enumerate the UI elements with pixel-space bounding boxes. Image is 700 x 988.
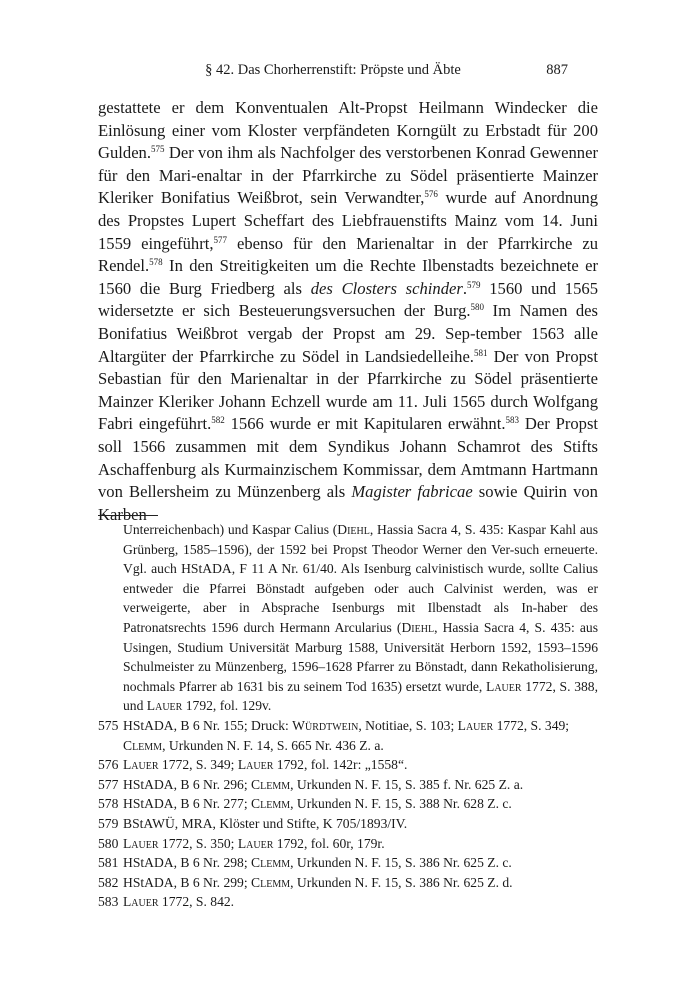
text-run: In den Streitigkeiten um die Rechte Ilbenstadts bezeichnete er 1560 die Burg Friedberg als xyxy=(98,256,598,298)
text-run: sowie Quirin von Karben xyxy=(98,482,598,524)
text-run: 1772, S. 842. xyxy=(158,894,235,910)
text-run: HStADA, B 6 Nr. 155; Druck: xyxy=(123,717,293,733)
text-run: wurde auf Anordnung des Propstes Lupert Scheffart des Liebfrauenstifts Mainz vom 14. Juni 1559 eingeführt, xyxy=(98,188,599,253)
running-head-title: § 42. Das Chorherrenstift: Pröpste und Äbte xyxy=(205,62,461,78)
text-run: , Hassia Sacra 4, S. 435: Kaspar Kahl aus Grünberg, 1585–1596), der 1592 bei Propst Theodor Werner den Ver-such erneuerte. Vgl. auch HStADA, F 11 A Nr. 61/40. Als Isenburg calvinistisch wurde, sollte Calius entweder die Pfarrei Bönstadt aufgeben oder auch Calvinist werden, was er verweigerte, aber in Absprache Isenburgs mit Ilbenstadt als In-haber des Patronatsrechts 1596 durch Hermann Arcularius ( xyxy=(123,522,598,635)
footnote-ref: 578 xyxy=(149,257,163,268)
footnote-583 xyxy=(98,892,598,912)
text-run: 1772, S. 349; xyxy=(158,757,238,773)
text-run: 1772, S. 349; xyxy=(493,717,570,733)
footnote-ref: 576 xyxy=(424,189,438,200)
author-name: Diehl xyxy=(401,619,435,635)
text-run: HStADA, B 6 Nr. 277; xyxy=(123,796,252,812)
text-run: BStAWÜ, MRA, Klöster und Stifte, K 705/1893/IV. xyxy=(123,815,408,831)
text-run: 1772, S. 350; xyxy=(158,835,238,851)
text-run: 1566 wurde er mit Kapitularen erwähnt. xyxy=(224,414,506,434)
footnote-ref: 583 xyxy=(505,415,519,426)
footnote-number: 583 xyxy=(98,894,119,910)
text-run: Der von Propst Sebastian für den Marienaltar in der Pfarrkirche zu Södel präsentierte Mainzer Kleriker Johann Echzell wurde am 11. Juli 1565 durch Wolfgang Fabri eingeführt. xyxy=(98,346,598,434)
author-name: Clemm xyxy=(251,874,291,890)
main-text xyxy=(98,97,598,526)
footnote-separator xyxy=(98,515,158,516)
text-run: 1772, S. 388, und xyxy=(123,678,598,714)
latin-term: Magister fabricae xyxy=(351,482,473,502)
footnote-ref: 575 xyxy=(151,144,165,155)
text-run: , Notitiae, S. 103; xyxy=(358,717,458,733)
quoted-term: des Closters schinder xyxy=(310,278,463,298)
main-paragraph xyxy=(98,97,598,526)
footnote-number: 578 xyxy=(98,796,119,812)
author-name: Diehl xyxy=(337,522,370,537)
footnotes xyxy=(98,520,598,912)
text-run: Unterreichenbach) und Kaspar Calius ( xyxy=(123,522,338,537)
text-run: Der von ihm als Nachfolger des verstorbenen Konrad Gewenner für den Mari-enaltar in der Pfarrkirche zu Södel präsentierte Mainzer Kleriker Bonifatius Weißbrot, sein Verwandter, xyxy=(98,143,598,208)
text-run: , Urkunden N. F. 15, S. 385 f. Nr. 625 Z. a. xyxy=(290,776,524,792)
text-run: , Urkunden N. F. 15, S. 386 Nr. 625 Z. c. xyxy=(290,855,512,871)
text-run: 1792, fol. 142r: „1558“. xyxy=(273,757,408,773)
author-name: Clemm xyxy=(251,776,291,792)
author-name: Lauer xyxy=(123,757,159,773)
footnote-number: 577 xyxy=(98,776,119,792)
text-run: , Hassia Sacra 4, S. 435: aus Usingen, Studium Universität Marburg 1588, Universität Herborn 1592, 1593–1596 Schulmeister zu Münzenberg, 1596–1628 Pfarrer zu Bönstadt, dann Rekatholisierung, nochmals Pfarrer ab 1631 bis zu seinem Tod 1635) ersetzt wurde, xyxy=(123,619,598,694)
footnote-number: 582 xyxy=(98,874,119,890)
text-run: 1792, fol. 60r, 179r. xyxy=(273,835,385,851)
footnote-number: 576 xyxy=(98,757,119,773)
footnote-578 xyxy=(98,794,598,814)
footnote-576 xyxy=(98,755,598,775)
text-run: . xyxy=(462,278,467,298)
footnote-ref: 581 xyxy=(473,347,488,358)
author-name: Würdtwein xyxy=(292,717,359,733)
text-run: , Urkunden N. F. 14, S. 665 Nr. 436 Z. a. xyxy=(162,737,384,753)
page-number: 887 xyxy=(546,62,568,78)
text-run: Im Namen des Bonifatius Weißbrot vergab der Propst am 29. Sep-tember 1563 alle Altargüter der Pfarrkirche zu Södel in Landsiedelleihe. xyxy=(98,301,598,366)
text-run: HStADA, B 6 Nr. 298; xyxy=(123,855,252,871)
text-run: 1792, fol. 129v. xyxy=(182,698,272,714)
footnote-575 xyxy=(98,716,598,755)
footnote-582 xyxy=(98,873,598,893)
footnote-579 xyxy=(98,814,598,834)
author-name: Lauer xyxy=(237,757,274,773)
text-run: gestattete er dem Konventualen Alt-Propst Heilmann Windecker die Einlösung einer vom Kloster verpfändeten Korngült zu Erbstadt für 200 Gulden. xyxy=(98,98,598,163)
footnote-ref: 580 xyxy=(470,302,485,313)
author-name: Lauer xyxy=(123,835,159,851)
author-name: Lauer xyxy=(457,717,494,733)
footnote-ref: 582 xyxy=(211,415,225,426)
text-run: HStADA, B 6 Nr. 299; xyxy=(123,874,252,890)
footnote-number: 580 xyxy=(98,835,119,851)
footnote-continuation xyxy=(98,520,598,716)
text-run: , Urkunden N. F. 15, S. 388 Nr. 628 Z. c. xyxy=(290,796,512,812)
footnote-577 xyxy=(98,775,598,795)
text-run: ebenso für den Marienaltar in der Pfarrkirche zu Rendel. xyxy=(98,233,598,276)
text-run: Der Propst soll 1566 zusammen mit dem Syndikus Johann Schamrot des Stifts Aschaffenburg als Kurmainzischem Kommissar, dem Amtmann Hartmann von Bellersheim zu Münzenberg als xyxy=(98,414,599,502)
author-name: Lauer xyxy=(146,698,183,714)
text-run: HStADA, B 6 Nr. 296; xyxy=(123,776,252,792)
author-name: Clemm xyxy=(251,855,291,871)
text-run: 1560 und 1565 widersetzte er sich Besteuerungsversuchen der Burg. xyxy=(98,278,598,321)
author-name: Clemm xyxy=(123,737,163,753)
author-name: Lauer xyxy=(237,835,274,851)
author-name: Clemm xyxy=(251,796,291,812)
footnote-ref: 577 xyxy=(213,234,228,245)
footnote-ref: 579 xyxy=(466,279,481,290)
footnote-number: 581 xyxy=(98,855,119,871)
footnote-number: 575 xyxy=(98,717,119,733)
author-name: Lauer xyxy=(123,894,159,910)
text-run: , Urkunden N. F. 15, S. 386 Nr. 625 Z. d. xyxy=(290,874,513,890)
author-name: Lauer xyxy=(486,678,522,694)
footnote-581 xyxy=(98,853,598,873)
footnote-580 xyxy=(98,834,598,854)
footnote-number: 579 xyxy=(98,815,119,831)
